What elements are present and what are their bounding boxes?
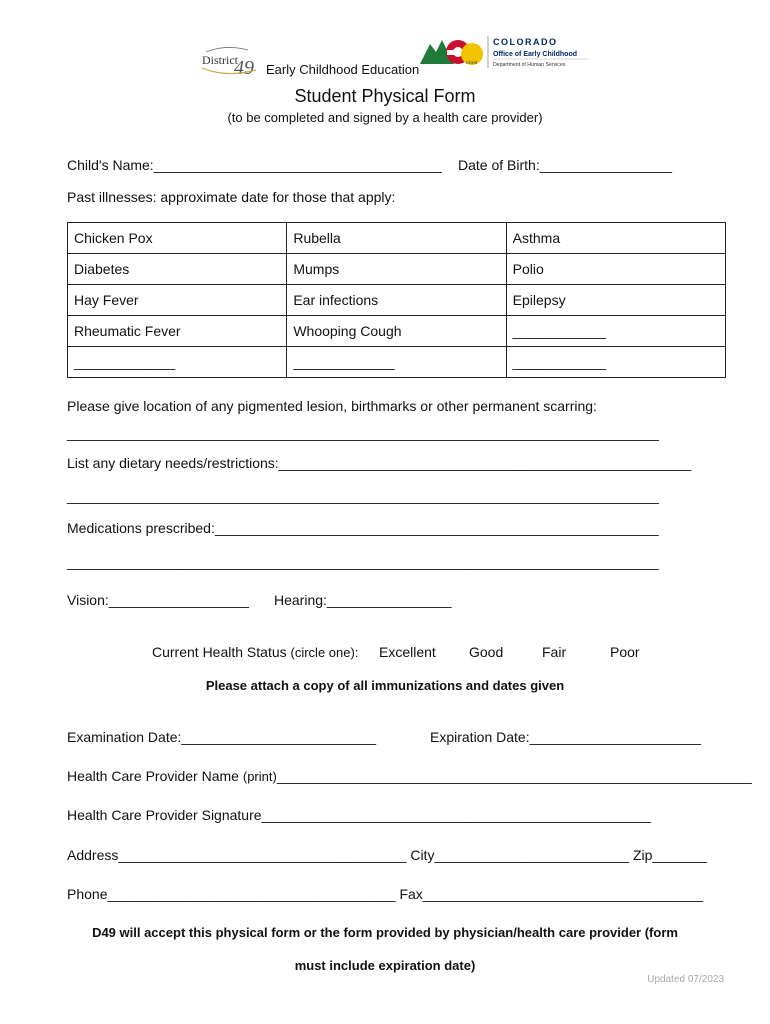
table-row <box>68 254 726 285</box>
table-cell[interactable]: Rheumatic Fever <box>68 316 287 347</box>
vision-field[interactable]: Vision:__________________ <box>67 592 249 608</box>
exam-date-field[interactable]: Examination Date:_________________________ <box>67 729 377 745</box>
page-title: Student Physical Form <box>294 86 476 106</box>
table-cell[interactable]: _____________ <box>68 347 287 378</box>
table-cell[interactable]: Asthma <box>506 223 725 254</box>
address-field[interactable]: Address_____________________________________ City_________________________ Zip_______ <box>67 847 707 863</box>
expiration-date-field[interactable]: Expiration Date:______________________ <box>430 729 701 745</box>
colorado-oec-logo <box>420 34 595 72</box>
table-cell[interactable]: ____________ <box>506 316 725 347</box>
table-row <box>68 347 726 378</box>
svg-text:COLORADO: COLORADO <box>493 37 558 47</box>
table-cell[interactable]: _____________ <box>287 347 506 378</box>
phone-fax-field[interactable]: Phone_____________________________________ Fax____________________________________ <box>67 886 704 902</box>
medications-line[interactable]: ____________________________________________________________________________ <box>67 554 659 570</box>
provider-name-line[interactable]: _____________________________________________________________ <box>276 768 752 784</box>
table-row <box>68 316 726 347</box>
immunization-note: Please attach a copy of all immunizations and dates given <box>205 678 565 693</box>
table-cell[interactable]: Ear infections <box>287 285 506 316</box>
svg-text:49: 49 <box>234 57 254 78</box>
table-cell[interactable]: Epilepsy <box>506 285 725 316</box>
health-status-label <box>152 644 358 660</box>
provider-name-field[interactable] <box>67 768 752 784</box>
table-cell[interactable]: Rubella <box>287 223 506 254</box>
provider-signature-field[interactable]: Health Care Provider Signature__________________________________________________ <box>67 807 651 823</box>
dob-field[interactable]: Date of Birth:_________________ <box>458 157 673 173</box>
svg-text:District: District <box>202 53 238 67</box>
footer-note-line-1: D49 will accept this physical form or the form provided by physician/health care provider (form <box>92 925 678 940</box>
child-name-field[interactable]: Child's Name:_____________________________________ <box>67 157 442 173</box>
dietary-line[interactable]: ____________________________________________________________________________ <box>67 488 659 504</box>
table-cell[interactable]: Whooping Cough <box>287 316 506 347</box>
footer-note-line-2: must include expiration date) <box>294 958 476 973</box>
svg-text:CDHS: CDHS <box>466 60 478 65</box>
table-cell[interactable]: Mumps <box>287 254 506 285</box>
dietary-field[interactable]: List any dietary needs/restrictions:_____________________________________________________ <box>67 455 692 471</box>
table-row <box>68 223 726 254</box>
provider-name-note: (print) <box>242 769 277 784</box>
medications-field[interactable]: Medications prescribed:_________________________________________________________ <box>67 520 659 536</box>
lesion-line[interactable]: ____________________________________________________________________________ <box>67 425 659 441</box>
past-illnesses-label: Past illnesses: approximate date for those that apply: <box>67 189 396 205</box>
table-cell[interactable]: ____________ <box>506 347 725 378</box>
updated-date: Updated 07/2023 <box>647 974 724 985</box>
table-cell[interactable]: Diabetes <box>68 254 287 285</box>
page-subtitle: (to be completed and signed by a health care provider) <box>227 110 543 125</box>
svg-text:Office of Early Childhood: Office of Early Childhood <box>493 51 578 58</box>
table-row <box>68 285 726 316</box>
ece-label: Early Childhood Education <box>266 62 420 77</box>
lesion-prompt: Please give location of any pigmented lesion, birthmarks or other permanent scarring: <box>67 398 597 414</box>
provider-name-label: Health Care Provider Name <box>67 768 243 784</box>
table-cell[interactable]: Hay Fever <box>68 285 287 316</box>
table-cell[interactable]: Chicken Pox <box>68 223 287 254</box>
status-option-good[interactable]: Good <box>469 644 504 660</box>
status-option-excellent[interactable]: Excellent <box>379 644 436 660</box>
table-cell[interactable]: Polio <box>506 254 725 285</box>
status-option-fair[interactable]: Fair <box>542 644 567 660</box>
status-option-poor[interactable]: Poor <box>610 644 640 660</box>
hearing-field[interactable]: Hearing:________________ <box>274 592 452 608</box>
health-status-note: (circle one): <box>290 645 359 660</box>
district-49-logo <box>196 44 268 78</box>
svg-text:Department of Human Services: Department of Human Services <box>493 62 566 68</box>
illness-table <box>67 222 726 378</box>
health-status-text: Current Health Status <box>152 644 287 660</box>
